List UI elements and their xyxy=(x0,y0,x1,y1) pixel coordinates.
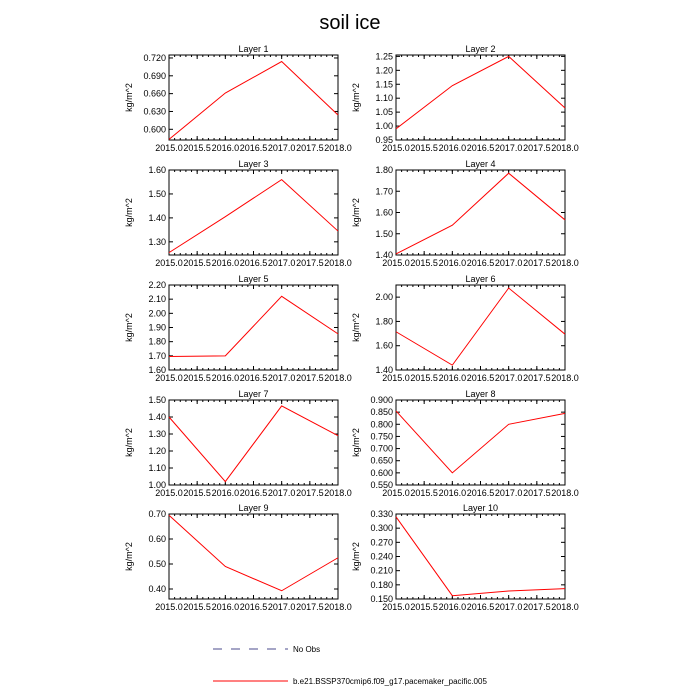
data-point xyxy=(281,61,282,62)
x-tick-label: 2018.0 xyxy=(551,373,579,383)
data-point xyxy=(169,515,170,516)
data-point xyxy=(452,225,453,226)
plot-frame xyxy=(396,55,565,140)
plot-frame xyxy=(169,285,338,370)
data-point xyxy=(508,590,509,591)
x-tick-label: 2015.0 xyxy=(382,488,410,498)
x-tick-label: 2016.5 xyxy=(239,143,268,153)
panel-layer-7 xyxy=(124,389,352,498)
y-tick-label: 0.600 xyxy=(370,467,393,478)
y-axis-label: kg/m^2 xyxy=(124,542,134,571)
y-tick-label: 0.240 xyxy=(370,551,393,562)
x-tick-label: 2015.0 xyxy=(382,602,410,612)
legend-label-no-obs: No Obs xyxy=(293,645,321,654)
x-tick-label: 2015.5 xyxy=(410,258,438,268)
data-point xyxy=(565,107,566,108)
x-tick-label: 2015.0 xyxy=(155,143,183,153)
data-point xyxy=(396,516,397,517)
x-tick-label: 2017.0 xyxy=(267,258,296,268)
x-tick-label: 2017.5 xyxy=(296,602,324,612)
y-tick-label: 1.80 xyxy=(375,316,393,327)
y-axis-label: kg/m^2 xyxy=(124,198,134,227)
panel-title: Layer 4 xyxy=(465,159,496,169)
panel-title: Layer 1 xyxy=(238,44,269,54)
x-tick-label: 2016.0 xyxy=(438,602,467,612)
data-point xyxy=(508,173,509,174)
panel-layer-10 xyxy=(351,503,579,612)
data-point xyxy=(452,472,453,473)
series-line-layer-7 xyxy=(169,406,338,482)
data-point xyxy=(281,179,282,180)
series-line-layer-6 xyxy=(396,288,565,365)
y-tick-label: 1.50 xyxy=(148,395,166,405)
y-tick-label: 0.270 xyxy=(370,537,393,548)
panel-title: Layer 7 xyxy=(238,389,269,399)
y-tick-label: 1.30 xyxy=(148,429,166,439)
panels-grid xyxy=(124,44,579,612)
x-tick-label: 2018.0 xyxy=(324,488,352,498)
panel-layer-4 xyxy=(351,159,579,268)
x-tick-label: 2015.5 xyxy=(183,373,211,383)
panel-title: Layer 10 xyxy=(462,503,499,513)
panel-layer-1 xyxy=(124,44,352,153)
plot-frame xyxy=(396,170,565,255)
series-line-layer-8 xyxy=(396,411,565,473)
data-point xyxy=(508,288,509,289)
y-tick-label: 1.40 xyxy=(148,412,166,422)
x-tick-label: 2016.5 xyxy=(466,143,495,153)
data-point xyxy=(169,356,170,357)
x-tick-label: 2016.5 xyxy=(466,488,495,498)
data-point xyxy=(396,253,397,254)
plot-frame xyxy=(396,514,565,599)
y-tick-label: 1.00 xyxy=(148,480,166,490)
y-tick-label: 0.550 xyxy=(370,480,393,490)
y-tick-label: 1.80 xyxy=(148,336,166,347)
y-tick-label: 0.40 xyxy=(148,584,166,594)
x-tick-label: 2016.0 xyxy=(211,258,240,268)
plot-frame xyxy=(169,514,338,599)
y-tick-label: 1.40 xyxy=(148,212,166,223)
x-tick-label: 2018.0 xyxy=(551,602,579,612)
x-tick-label: 2018.0 xyxy=(551,143,579,153)
y-axis-label: kg/m^2 xyxy=(124,428,134,457)
plot-frame xyxy=(169,170,338,255)
x-tick-label: 2017.5 xyxy=(523,602,551,612)
y-axis-label: kg/m^2 xyxy=(124,313,134,342)
y-tick-label: 0.750 xyxy=(370,431,393,442)
y-tick-label: 0.900 xyxy=(370,395,393,405)
y-tick-label: 1.05 xyxy=(375,107,393,118)
x-tick-label: 2016.5 xyxy=(466,373,495,383)
y-tick-label: 1.90 xyxy=(148,322,166,333)
x-tick-label: 2017.5 xyxy=(523,373,551,383)
y-tick-label: 1.80 xyxy=(375,165,393,175)
data-point xyxy=(281,296,282,297)
figure-title: soil ice xyxy=(319,12,381,34)
x-tick-label: 2018.0 xyxy=(551,258,579,268)
y-tick-label: 1.20 xyxy=(375,65,393,76)
x-tick-label: 2017.0 xyxy=(267,602,296,612)
x-tick-label: 2018.0 xyxy=(324,602,352,612)
data-point xyxy=(225,216,226,217)
x-tick-label: 2015.0 xyxy=(382,143,410,153)
y-tick-label: 0.330 xyxy=(370,509,393,519)
x-tick-label: 2017.5 xyxy=(523,143,551,153)
x-tick-label: 2015.5 xyxy=(410,143,438,153)
x-tick-label: 2018.0 xyxy=(324,143,352,153)
x-tick-label: 2016.0 xyxy=(211,488,240,498)
x-tick-label: 2018.0 xyxy=(324,258,352,268)
data-point xyxy=(338,435,339,436)
data-point xyxy=(452,85,453,86)
x-tick-label: 2017.5 xyxy=(523,488,551,498)
legend-label-model: b.e21.BSSP370cmip6.f09_g17.pacemaker_pacific.005 xyxy=(293,677,487,686)
x-tick-label: 2017.0 xyxy=(494,602,523,612)
panel-title: Layer 3 xyxy=(238,159,269,169)
series-line-layer-3 xyxy=(169,180,338,253)
data-point xyxy=(338,231,339,232)
x-tick-label: 2016.0 xyxy=(211,602,240,612)
series-line-layer-10 xyxy=(396,517,565,596)
y-tick-label: 0.800 xyxy=(370,419,393,430)
panel-title: Layer 6 xyxy=(465,274,496,284)
x-tick-label: 2015.0 xyxy=(382,258,410,268)
data-point xyxy=(338,557,339,558)
data-point xyxy=(508,56,509,57)
data-point xyxy=(169,139,170,140)
data-point xyxy=(169,417,170,418)
x-tick-label: 2017.0 xyxy=(494,258,523,268)
y-tick-label: 0.150 xyxy=(370,594,393,604)
y-tick-label: 1.40 xyxy=(375,365,393,375)
y-tick-label: 1.60 xyxy=(148,365,166,375)
x-tick-label: 2016.5 xyxy=(466,258,495,268)
series-line-layer-1 xyxy=(169,62,338,140)
y-axis-label: kg/m^2 xyxy=(124,83,134,112)
data-point xyxy=(565,588,566,589)
y-tick-label: 0.660 xyxy=(143,88,166,99)
data-point xyxy=(452,595,453,596)
x-tick-label: 2015.5 xyxy=(410,373,438,383)
data-point xyxy=(565,219,566,220)
y-tick-label: 1.10 xyxy=(375,93,393,104)
x-tick-label: 2015.5 xyxy=(410,602,438,612)
plot-frame xyxy=(169,55,338,140)
x-tick-label: 2016.5 xyxy=(239,373,268,383)
y-tick-label: 1.60 xyxy=(148,165,166,175)
x-tick-label: 2015.5 xyxy=(183,258,211,268)
data-point xyxy=(225,93,226,94)
x-tick-label: 2016.0 xyxy=(211,143,240,153)
panel-title: Layer 2 xyxy=(465,44,496,54)
y-tick-label: 1.60 xyxy=(375,340,393,351)
x-tick-label: 2015.0 xyxy=(155,258,183,268)
panel-title: Layer 9 xyxy=(238,503,269,513)
y-axis-label: kg/m^2 xyxy=(351,428,361,457)
y-tick-label: 2.00 xyxy=(375,292,393,303)
data-point xyxy=(508,424,509,425)
data-point xyxy=(281,405,282,406)
series-line-layer-4 xyxy=(396,173,565,254)
legend xyxy=(213,645,487,686)
x-tick-label: 2017.0 xyxy=(494,373,523,383)
x-tick-label: 2016.5 xyxy=(239,258,268,268)
series-line-layer-2 xyxy=(396,56,565,128)
data-point xyxy=(565,334,566,335)
y-tick-label: 1.00 xyxy=(375,121,393,132)
y-tick-label: 1.40 xyxy=(375,250,393,260)
x-tick-label: 2017.0 xyxy=(494,143,523,153)
y-tick-label: 1.30 xyxy=(148,236,166,247)
x-tick-label: 2015.5 xyxy=(183,143,211,153)
data-point xyxy=(281,590,282,591)
y-tick-label: 1.50 xyxy=(148,188,166,199)
x-tick-label: 2017.0 xyxy=(267,488,296,498)
x-tick-label: 2017.5 xyxy=(296,488,324,498)
x-tick-label: 2016.0 xyxy=(438,488,467,498)
y-axis-label: kg/m^2 xyxy=(351,198,361,227)
x-tick-label: 2016.5 xyxy=(239,488,268,498)
y-tick-label: 0.50 xyxy=(148,559,166,569)
y-tick-label: 1.60 xyxy=(375,207,393,218)
y-tick-label: 0.850 xyxy=(370,407,393,418)
y-tick-label: 0.210 xyxy=(370,565,393,576)
x-tick-label: 2015.0 xyxy=(155,602,183,612)
y-tick-label: 2.00 xyxy=(148,308,166,319)
x-tick-label: 2017.5 xyxy=(296,258,324,268)
data-point xyxy=(225,566,226,567)
data-point xyxy=(338,115,339,116)
y-tick-label: 0.690 xyxy=(143,70,166,81)
y-tick-label: 0.700 xyxy=(370,443,393,454)
series-line-layer-9 xyxy=(169,515,338,591)
data-point xyxy=(225,481,226,482)
data-point xyxy=(396,331,397,332)
x-tick-label: 2015.0 xyxy=(155,373,183,383)
y-tick-label: 1.50 xyxy=(375,228,393,239)
panel-title: Layer 5 xyxy=(238,274,269,284)
y-tick-label: 0.60 xyxy=(148,534,166,544)
y-tick-label: 2.10 xyxy=(148,294,166,305)
y-tick-label: 0.180 xyxy=(370,579,393,590)
plot-frame xyxy=(396,400,565,485)
panel-layer-6 xyxy=(351,274,579,383)
y-tick-label: 0.600 xyxy=(143,124,166,135)
data-point xyxy=(396,128,397,129)
y-tick-label: 1.25 xyxy=(375,51,393,62)
y-tick-label: 0.300 xyxy=(370,523,393,534)
x-tick-label: 2017.5 xyxy=(523,258,551,268)
y-tick-label: 1.20 xyxy=(148,446,166,456)
y-axis-label: kg/m^2 xyxy=(351,542,361,571)
panel-layer-8 xyxy=(351,389,579,498)
data-point xyxy=(225,355,226,356)
y-tick-label: 1.10 xyxy=(148,463,166,473)
plot-frame xyxy=(396,285,565,370)
x-tick-label: 2018.0 xyxy=(551,488,579,498)
series-line-layer-5 xyxy=(169,296,338,356)
data-point xyxy=(452,365,453,366)
panel-layer-2 xyxy=(351,44,579,153)
x-tick-label: 2016.0 xyxy=(438,373,467,383)
y-tick-label: 1.15 xyxy=(375,79,393,90)
x-tick-label: 2018.0 xyxy=(324,373,352,383)
x-tick-label: 2016.5 xyxy=(466,602,495,612)
y-tick-label: 1.70 xyxy=(375,186,393,197)
x-tick-label: 2017.0 xyxy=(267,143,296,153)
y-tick-label: 0.70 xyxy=(148,509,166,519)
x-tick-label: 2016.0 xyxy=(211,373,240,383)
y-tick-label: 0.95 xyxy=(375,135,393,145)
y-axis-label: kg/m^2 xyxy=(351,83,361,112)
x-tick-label: 2015.5 xyxy=(183,488,211,498)
y-tick-label: 0.650 xyxy=(370,455,393,466)
x-tick-label: 2016.0 xyxy=(438,258,467,268)
x-tick-label: 2017.0 xyxy=(267,373,296,383)
data-point xyxy=(338,333,339,334)
y-axis-label: kg/m^2 xyxy=(351,313,361,342)
data-point xyxy=(565,413,566,414)
x-tick-label: 2015.5 xyxy=(410,488,438,498)
x-tick-label: 2015.0 xyxy=(155,488,183,498)
panel-layer-3 xyxy=(124,159,352,268)
y-tick-label: 0.720 xyxy=(143,52,166,63)
panel-layer-5 xyxy=(124,274,352,383)
x-tick-label: 2015.0 xyxy=(382,373,410,383)
panel-title: Layer 8 xyxy=(465,389,496,399)
data-point xyxy=(169,252,170,253)
x-tick-label: 2017.5 xyxy=(296,143,324,153)
plot-frame xyxy=(169,400,338,485)
x-tick-label: 2017.5 xyxy=(296,373,324,383)
x-tick-label: 2015.5 xyxy=(183,602,211,612)
x-tick-label: 2016.0 xyxy=(438,143,467,153)
y-tick-label: 0.630 xyxy=(143,106,166,117)
y-tick-label: 1.70 xyxy=(148,350,166,361)
x-tick-label: 2016.5 xyxy=(239,602,268,612)
panel-layer-9 xyxy=(124,503,352,612)
data-point xyxy=(396,410,397,411)
x-tick-label: 2017.0 xyxy=(494,488,523,498)
y-tick-label: 2.20 xyxy=(148,280,166,290)
